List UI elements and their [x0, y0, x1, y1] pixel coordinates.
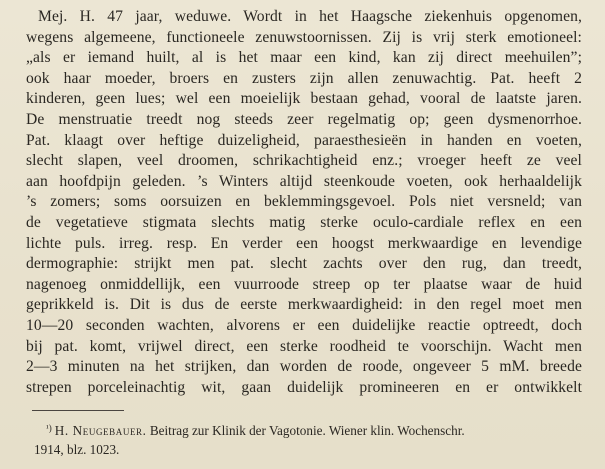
- text-line: bij pat. komt, vrijwel direct, een sterke roodheid te voorschijn. Wacht men: [26, 337, 582, 355]
- text-line: ’s zomers; soms oorsuizen en beklemmingsgevoel. Pols niet versneld; van: [26, 193, 582, 211]
- text-line: aan hoofdpijn geleden. ’s Winters altijd steenkoude voeten, ook herhaaldelijk: [26, 172, 582, 190]
- text-line: De menstruatie treedt nog steeds zeer regelmatig op; geen dysmenorrhoe.: [26, 110, 582, 128]
- footnote-marker: ¹): [46, 423, 52, 433]
- text-line: Mej. H. 47 jaar, weduwe. Wordt in het Haagsche ziekenhuis opgenomen,: [38, 8, 582, 25]
- body-paragraph: [26, 7, 586, 398]
- text-line: 2—3 minuten na het strijken, dan worden de roode, ongeveer 5 mM. breede: [26, 358, 582, 376]
- footnote: [34, 419, 582, 459]
- text-line: Pat. klaagt over heftige duizeligheid, paraesthesieën in handen en voeten,: [26, 131, 582, 149]
- text-line: nagenoeg onmiddellijk, een vuurroode streep op ter plaatse waar de huid: [26, 275, 582, 293]
- text-line: geprikkeld is. Dit is dus de eerste merkwaardigheid: in den regel moet men: [26, 296, 582, 314]
- text-line: kinderen, geen lues; wel een moeielijk bestaan gehad, vooral de laatste jaren.: [26, 90, 582, 108]
- text-line: dermographie: strijkt men pat. slecht zachts over den rug, dan treedt,: [26, 255, 582, 273]
- text-line: ook haar moeder, broers en zusters zijn allen zenuwachtig. Pat. heeft 2: [26, 69, 582, 87]
- footnote-author: H. Neugebauer.: [54, 423, 147, 438]
- footnote-citation: Beitrag zur Klinik der Vagotonie. Wiener klin. Wochenschr.: [149, 423, 465, 438]
- text-line: slecht slapen, veel droomen, schrikachtigheid enz.; vroeger heeft ze veel: [26, 152, 582, 170]
- text-line: „als er iemand huilt, al is het maar een kind, kan zij direct meehuilen”;: [26, 49, 582, 67]
- text-line: lichte puls. irreg. resp. En verder een hoogst merkwaardige en levendige: [26, 234, 582, 252]
- footnote-line: 1914, blz. 1023.: [34, 442, 120, 457]
- footnote-line: [34, 419, 582, 440]
- text-line: wegens algemeene, functioneele zenuwstoornissen. Zij is vrij sterk emotioneel:: [26, 28, 582, 46]
- text-line: 10—20 seconden wachten, alvorens er een duidelijke reactie optreedt, doch: [26, 316, 582, 334]
- text-line: de vegetatieve stigmata slechts matig sterke oculo-cardiale reflex en een: [26, 213, 582, 231]
- footnote-divider: [32, 410, 124, 411]
- text-line: strepen porceleinachtig wit, gaan duidelijk promineeren en er ontwikkelt: [26, 378, 582, 396]
